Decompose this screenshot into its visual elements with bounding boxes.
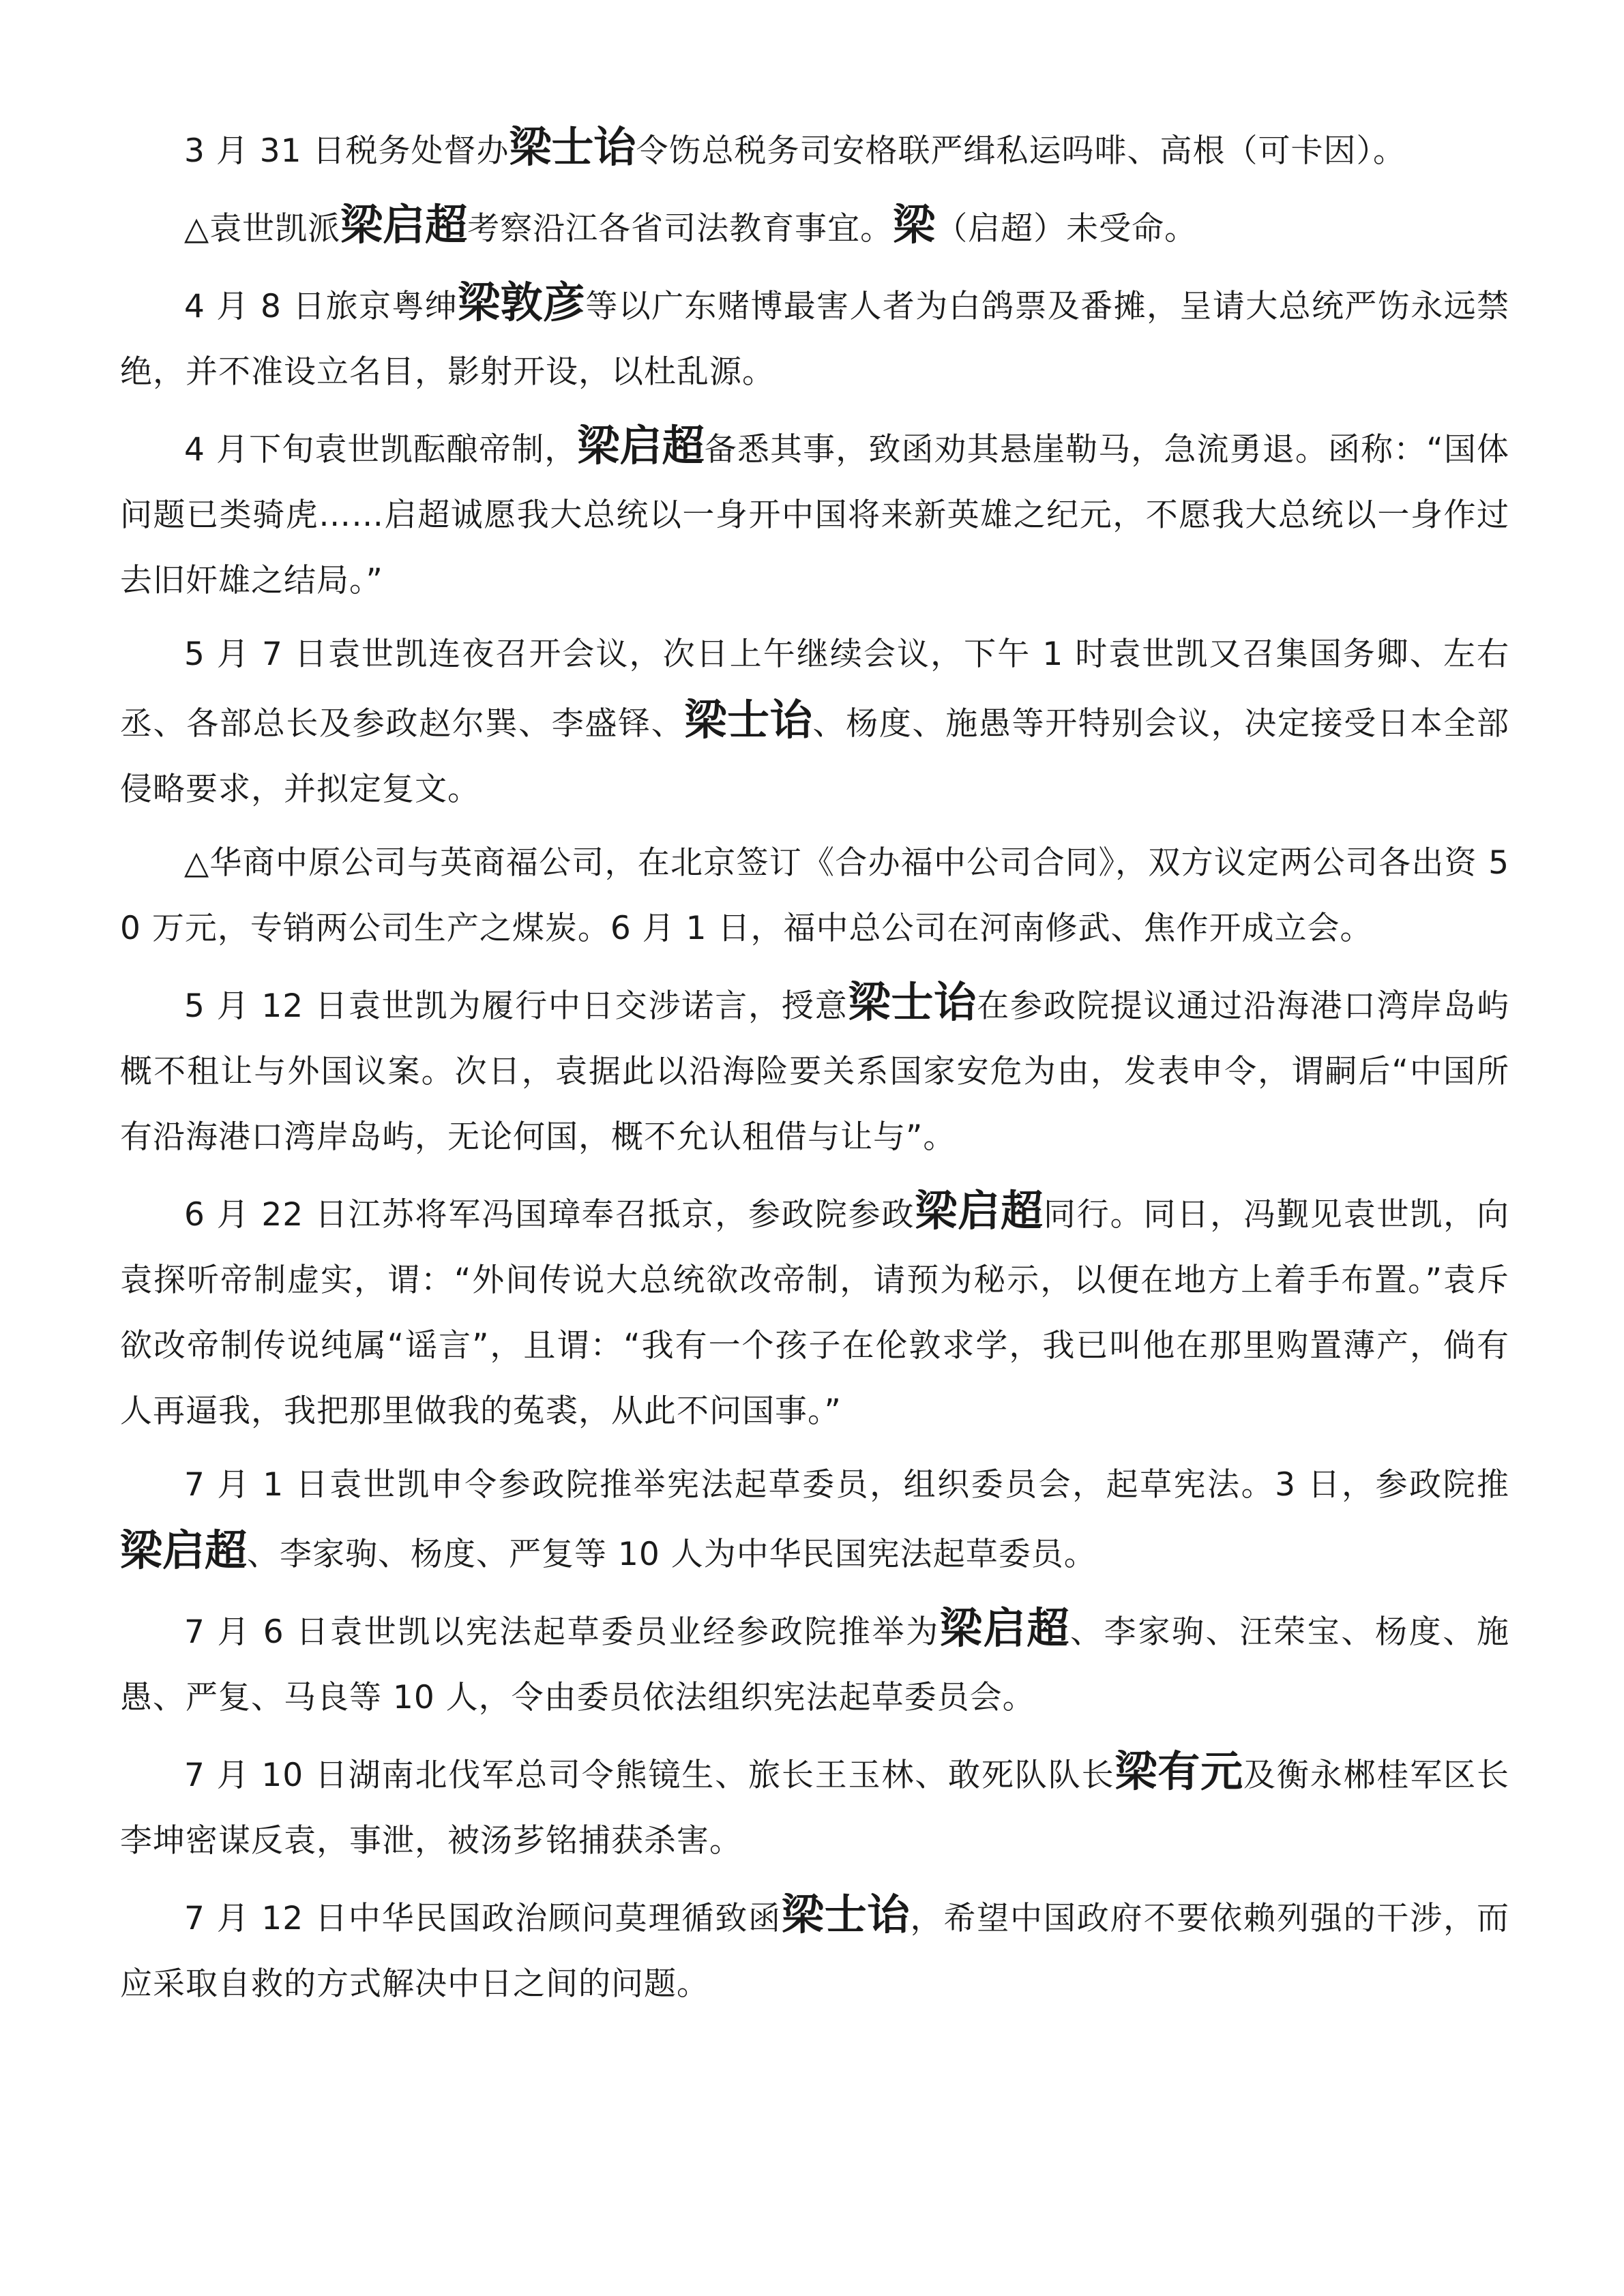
paragraph	[120, 1739, 1509, 1874]
text-run: 5 月 12 日袁世凯为履行中日交涉诺言，授意	[184, 987, 848, 1025]
text-run: △袁世凯派	[184, 210, 341, 248]
paragraph	[120, 622, 1509, 822]
person-name-emphasis: 梁启超	[577, 421, 705, 471]
text-run: 7 月 12 日中华民国政治顾问莫理循致函	[184, 1900, 782, 1937]
text-run: △华商中原公司与英商福公司，在北京签订《合办福中公司合同》，双方议定两公司各出资 50 万元，专销两公司生产之煤炭。6 月 1 日，福中总公司在河南修武、焦作开成立会。	[120, 844, 1509, 947]
text-run: （启超）未受命。	[935, 210, 1198, 248]
text-run: 、李家驹、汪荣宝、杨度、施愚、严复、马良等 10 人，令由委员依法组织宪法起草委员会。	[120, 1613, 1510, 1716]
person-name-emphasis: 梁启超	[340, 200, 468, 250]
document-body	[120, 115, 1509, 2017]
text-run: 等以广东赌博最害人者为白鸽票及番摊，呈请大总统严饬永远禁绝，并不准设立名目，影射开设，以杜乱源。	[120, 288, 1509, 391]
person-name-emphasis: 梁启超	[915, 1186, 1044, 1236]
person-name-emphasis: 梁士诒	[848, 977, 977, 1027]
paragraph	[120, 192, 1509, 262]
paragraph	[120, 413, 1509, 614]
text-run: 7 月 6 日袁世凯以宪法起草委员业经参政院推举为	[184, 1613, 940, 1651]
text-run: 同行。同日，冯觐见袁世凯，向袁探听帝制虚实，谓：“外间传说大总统欲改帝制，请预为秘示，以便在地方上着手布置。”袁斥欲改帝制传说纯属“谣言”，且谓：“我有一个孩子在伦敦求学，我已叫他在那里购置薄产，倘有人再逼我，我把那里做我的菟裘，从此不问国事。”	[120, 1196, 1509, 1430]
person-name-emphasis: 梁有元	[1114, 1746, 1244, 1796]
text-run: 3 月 31 日税务处督办	[184, 132, 510, 170]
text-run: 6 月 22 日江苏将军冯国璋奉召抵京，参政院参政	[184, 1196, 915, 1234]
text-run: 4 月下旬袁世凯酝酿帝制，	[184, 431, 578, 468]
paragraph	[120, 831, 1509, 961]
person-name-emphasis: 梁士诒	[509, 122, 636, 172]
person-name-emphasis: 梁士诒	[781, 1890, 911, 1939]
text-run: ，希望中国政府不要依赖列强的干涉，而应采取自救的方式解决中日之间的问题。	[120, 1900, 1509, 2003]
text-run: 、杨度、施愚等开特别会议，决定接受日本全部侵略要求，并拟定复文。	[120, 705, 1509, 808]
text-run: 7 月 10 日湖南北伐军总司令熊镜生、旅长王玉林、敢死队队长	[184, 1757, 1115, 1794]
person-name-emphasis: 梁启超	[120, 1525, 248, 1575]
text-run: 、李家驹、杨度、严复等 10 人为中华民国宪法起草委员。	[247, 1536, 1097, 1573]
paragraph	[120, 1178, 1509, 1444]
person-name-emphasis: 梁敦彦	[458, 278, 586, 327]
paragraph	[120, 115, 1509, 184]
text-run: 7 月 1 日袁世凯申令参政院推举宪法起草委员，组织委员会，起草宪法。3 日，参政院推	[184, 1466, 1509, 1504]
text-run: 在参政院提议通过沿海港口湾岸岛屿概不租让与外国议案。次日，袁据此以沿海险要关系国家安危为由，发表申令，谓嗣后“中国所有沿海港口湾岸岛屿，无论何国，概不允认租借与让与”。	[120, 987, 1509, 1156]
person-name-emphasis: 梁启超	[939, 1603, 1070, 1653]
text-run: 及衡永郴桂军区长李坤密谋反袁，事泄，被汤芗铭捕获杀害。	[120, 1757, 1509, 1860]
text-run: 考察沿江各省司法教育事宜。	[467, 210, 894, 248]
paragraph	[120, 970, 1509, 1170]
paragraph	[120, 1452, 1509, 1587]
text-run: 令饬总税务司安格联严缉私运吗啡、高根（可卡因）。	[636, 132, 1406, 170]
text-run: 4 月 8 日旅京粤绅	[184, 288, 458, 325]
paragraph	[120, 1596, 1509, 1731]
text-run: 备悉其事，致函劝其悬崖勒马，急流勇退。函称：“国体问题已类骑虎……启超诚愿我大总统以一身开中国将来新英雄之纪元，不愿我大总统以一身作过去旧奸雄之结局。”	[120, 431, 1509, 599]
paragraph	[120, 270, 1509, 405]
text-run: 5 月 7 日袁世凯连夜召开会议，次日上午继续会议，下午 1 时袁世凯又召集国务卿、左右丞、各部总长及参政赵尔巽、李盛铎、	[120, 636, 1509, 743]
person-name-emphasis: 梁士诒	[684, 695, 813, 745]
paragraph	[120, 1882, 1509, 2017]
person-name-emphasis: 梁	[893, 200, 936, 250]
